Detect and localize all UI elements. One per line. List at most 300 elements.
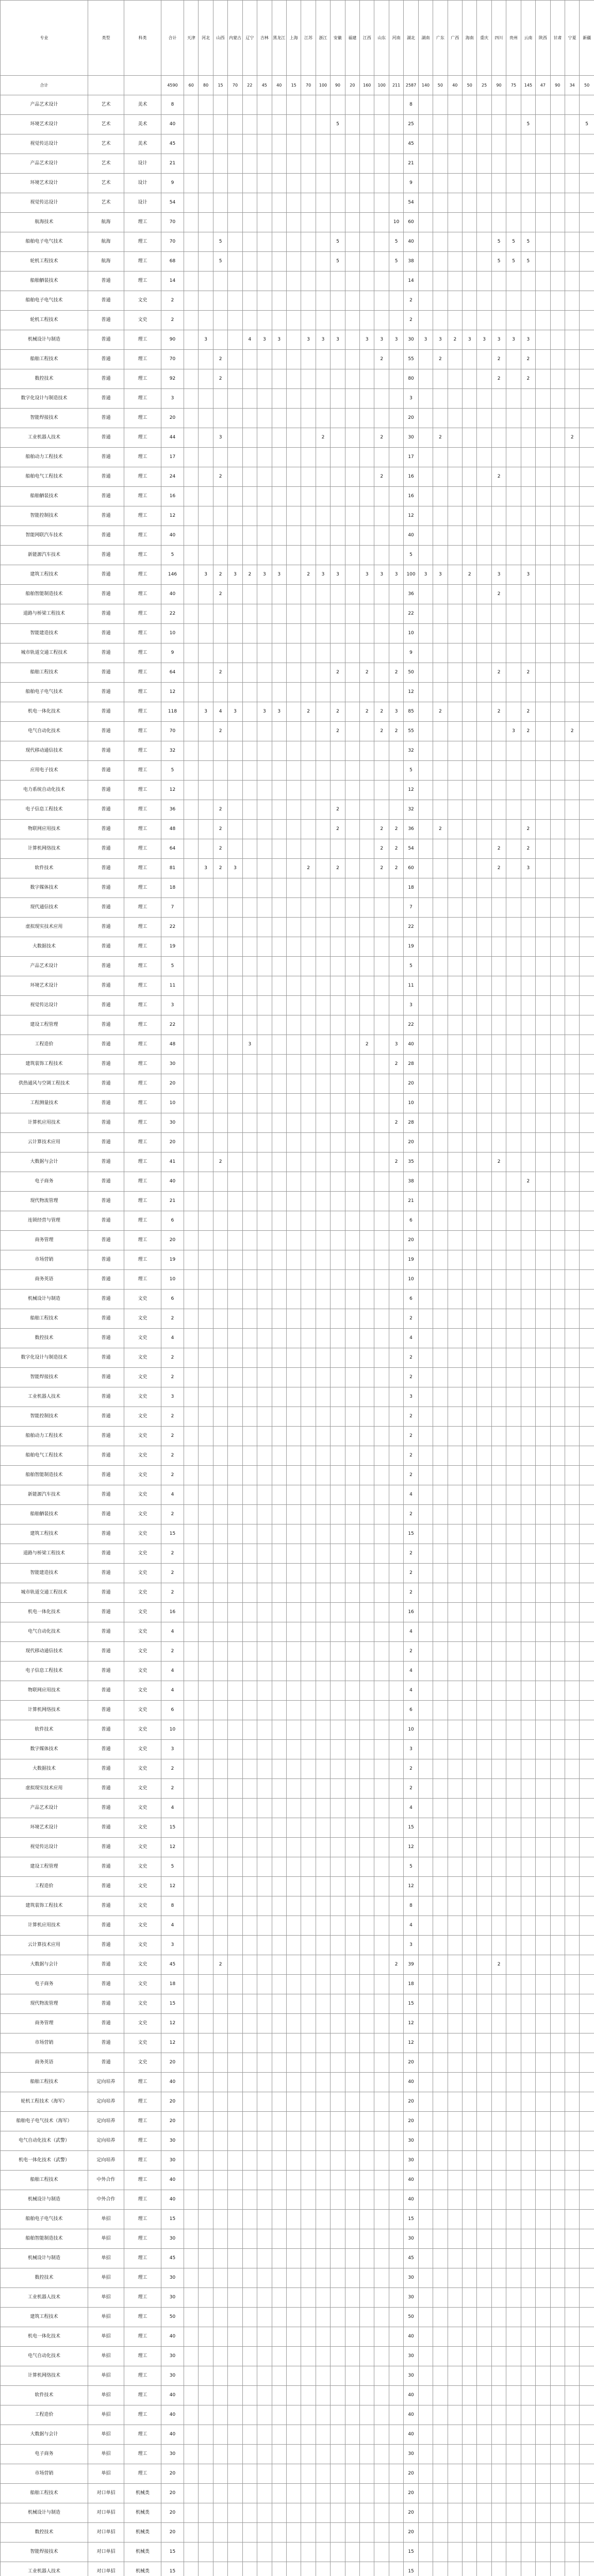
count-cell	[184, 272, 199, 291]
count-cell	[506, 800, 521, 820]
type-cell: 普通	[88, 1250, 124, 1270]
table-row	[1, 448, 594, 467]
count-cell	[257, 957, 272, 976]
category-cell: 理工	[124, 330, 161, 350]
count-cell	[536, 2347, 550, 2366]
count-cell	[331, 2445, 345, 2464]
count-cell	[477, 2112, 491, 2131]
count-cell	[228, 1270, 242, 1290]
count-cell	[184, 1838, 199, 1857]
category-cell: 文史	[124, 1799, 161, 1818]
count-cell	[374, 2092, 389, 2112]
count-cell	[286, 350, 301, 369]
count-cell	[580, 2249, 594, 2268]
count-cell	[345, 2171, 359, 2190]
count-cell	[316, 2288, 330, 2308]
count-cell	[550, 1074, 565, 1094]
count-cell	[199, 369, 213, 389]
count-cell	[272, 2543, 286, 2562]
count-cell	[550, 1015, 565, 1035]
count-cell	[228, 1427, 242, 1446]
count-cell	[199, 134, 213, 154]
count-cell	[580, 2386, 594, 2405]
count-cell	[242, 2053, 257, 2073]
count-cell	[272, 1192, 286, 1211]
count-cell	[257, 2190, 272, 2210]
count-cell	[228, 1485, 242, 1505]
count-cell	[506, 1055, 521, 1074]
total-cell: 160	[360, 76, 374, 95]
count-cell	[331, 389, 345, 409]
type-cell: 普通	[88, 1387, 124, 1407]
count-cell	[550, 1544, 565, 1564]
count-cell	[213, 761, 227, 781]
count-cell	[477, 1172, 491, 1192]
count-cell	[433, 1936, 448, 1955]
count-cell	[228, 1035, 242, 1055]
count-cell	[301, 1936, 316, 1955]
count-cell	[491, 291, 506, 311]
count-cell	[550, 820, 565, 839]
count-cell	[213, 2562, 227, 2576]
count-cell	[257, 1348, 272, 1368]
count-cell	[477, 820, 491, 839]
major-cell: 产品艺术设计	[1, 95, 88, 115]
count-cell	[418, 2073, 433, 2092]
count-cell	[184, 820, 199, 839]
count-cell	[184, 2092, 199, 2112]
count-cell	[580, 2484, 594, 2503]
count-cell: 16	[404, 487, 418, 506]
category-cell: 理工	[124, 565, 161, 585]
count-cell	[331, 1505, 345, 1524]
count-cell	[536, 115, 550, 134]
count-cell	[536, 2327, 550, 2347]
count-cell	[272, 1113, 286, 1133]
count-cell	[228, 1564, 242, 1583]
count-cell	[550, 1642, 565, 1662]
count-cell	[389, 1701, 403, 1720]
count-cell	[565, 1466, 579, 1485]
count-cell	[477, 2347, 491, 2366]
count-cell: 3	[161, 1740, 184, 1759]
count-cell	[448, 1583, 462, 1603]
column-header: 江西	[360, 1, 374, 76]
category-cell: 文史	[124, 1896, 161, 1916]
count-cell	[228, 878, 242, 898]
type-cell: 普通	[88, 565, 124, 585]
count-cell	[213, 1387, 227, 1407]
count-cell	[360, 213, 374, 232]
count-cell	[301, 1153, 316, 1172]
major-cell: 数字化设计与制造技术	[1, 389, 88, 409]
count-cell	[213, 624, 227, 643]
total-cell: 145	[521, 76, 535, 95]
category-cell: 理工	[124, 604, 161, 624]
count-cell	[257, 1329, 272, 1348]
major-cell: 视觉传达设计	[1, 193, 88, 213]
count-cell	[477, 1662, 491, 1681]
count-cell	[433, 1544, 448, 1564]
count-cell	[286, 1133, 301, 1153]
count-cell	[536, 1309, 550, 1329]
count-cell	[491, 1779, 506, 1799]
count-cell	[374, 389, 389, 409]
table-row	[1, 1407, 594, 1427]
table-row	[1, 193, 594, 213]
count-cell	[418, 604, 433, 624]
count-cell	[521, 95, 535, 115]
count-cell	[360, 1368, 374, 1387]
count-cell: 2	[374, 467, 389, 487]
table-row	[1, 2308, 594, 2327]
table-row	[1, 898, 594, 918]
count-cell	[433, 2073, 448, 2092]
count-cell	[272, 1387, 286, 1407]
count-cell	[491, 781, 506, 800]
type-cell: 普通	[88, 1407, 124, 1427]
count-cell	[199, 800, 213, 820]
count-cell	[448, 506, 462, 526]
count-cell	[580, 1857, 594, 1877]
count-cell	[448, 1270, 462, 1290]
major-cell: 船舶工程技术	[1, 663, 88, 683]
type-cell: 单招	[88, 2347, 124, 2366]
count-cell	[433, 487, 448, 506]
count-cell	[228, 2092, 242, 2112]
category-cell: 理工	[124, 2229, 161, 2249]
count-cell	[360, 1466, 374, 1485]
major-cell: 智能焊接技术	[1, 409, 88, 428]
count-cell	[374, 2053, 389, 2073]
count-cell: 5	[389, 252, 403, 272]
count-cell	[491, 2405, 506, 2425]
count-cell	[389, 1172, 403, 1192]
count-cell	[389, 1270, 403, 1290]
count-cell	[345, 2131, 359, 2151]
count-cell	[286, 2053, 301, 2073]
count-cell: 20	[161, 1133, 184, 1153]
count-cell	[565, 2464, 579, 2484]
count-cell	[448, 918, 462, 937]
type-cell: 航海	[88, 232, 124, 252]
count-cell	[536, 330, 550, 350]
count-cell: 54	[404, 193, 418, 213]
count-cell	[228, 976, 242, 996]
table-row	[1, 1720, 594, 1740]
count-cell	[272, 2308, 286, 2327]
count-cell	[272, 2053, 286, 2073]
count-cell	[418, 1231, 433, 1250]
count-cell	[345, 722, 359, 741]
count-cell	[448, 2053, 462, 2073]
count-cell: 36	[404, 585, 418, 604]
count-cell: 10	[404, 624, 418, 643]
count-cell	[272, 741, 286, 761]
major-cell: 船舶智能制造技术	[1, 2229, 88, 2249]
count-cell	[272, 1427, 286, 1446]
count-cell	[228, 1231, 242, 1250]
count-cell: 8	[404, 95, 418, 115]
count-cell	[184, 878, 199, 898]
count-cell	[389, 2053, 403, 2073]
count-cell	[389, 1015, 403, 1035]
count-cell	[301, 604, 316, 624]
count-cell	[433, 624, 448, 643]
count-cell	[184, 95, 199, 115]
count-cell	[286, 193, 301, 213]
count-cell	[521, 2523, 535, 2543]
count-cell	[418, 389, 433, 409]
count-cell	[228, 1642, 242, 1662]
type-cell: 普通	[88, 1701, 124, 1720]
count-cell	[374, 506, 389, 526]
count-cell	[242, 1916, 257, 1936]
count-cell	[199, 1838, 213, 1857]
table-row	[1, 2112, 594, 2131]
count-cell	[389, 1564, 403, 1583]
major-cell: 道路与桥梁工程技术	[1, 1544, 88, 1564]
count-cell	[550, 1231, 565, 1250]
count-cell	[491, 643, 506, 663]
count-cell	[374, 683, 389, 702]
count-cell	[360, 1133, 374, 1153]
count-cell	[433, 604, 448, 624]
count-cell	[272, 350, 286, 369]
count-cell	[316, 2249, 330, 2268]
count-cell: 32	[404, 741, 418, 761]
count-cell	[521, 2425, 535, 2445]
count-cell	[184, 467, 199, 487]
count-cell	[477, 643, 491, 663]
count-cell	[418, 213, 433, 232]
count-cell	[184, 2190, 199, 2210]
count-cell	[418, 1622, 433, 1642]
count-cell	[374, 546, 389, 565]
type-cell: 普通	[88, 1348, 124, 1368]
count-cell	[213, 409, 227, 428]
table-row	[1, 311, 594, 330]
count-cell	[272, 448, 286, 467]
count-cell	[228, 174, 242, 193]
count-cell	[286, 1681, 301, 1701]
count-cell	[433, 369, 448, 389]
type-cell: 普通	[88, 1896, 124, 1916]
count-cell	[536, 291, 550, 311]
count-cell	[565, 1916, 579, 1936]
category-cell: 理工	[124, 2445, 161, 2464]
count-cell	[418, 2210, 433, 2229]
count-cell: 5	[161, 546, 184, 565]
count-cell	[257, 2229, 272, 2249]
count-cell	[389, 1838, 403, 1857]
count-cell	[463, 2543, 477, 2562]
count-cell	[331, 1094, 345, 1113]
count-cell	[286, 683, 301, 702]
count-cell	[433, 878, 448, 898]
count-cell: 3	[257, 702, 272, 722]
count-cell	[301, 467, 316, 487]
count-cell	[374, 2014, 389, 2033]
count-cell: 2	[491, 467, 506, 487]
major-cell: 工程造价	[1, 2405, 88, 2425]
count-cell	[463, 2073, 477, 2092]
count-cell	[580, 1427, 594, 1446]
count-cell	[491, 604, 506, 624]
count-cell	[331, 604, 345, 624]
count-cell	[491, 741, 506, 761]
count-cell	[433, 1348, 448, 1368]
count-cell	[213, 1720, 227, 1740]
count-cell: 36	[404, 820, 418, 839]
column-header: 山西	[213, 1, 227, 76]
count-cell	[506, 957, 521, 976]
major-cell: 轮机工程技术	[1, 252, 88, 272]
count-cell	[199, 1857, 213, 1877]
count-cell	[521, 2033, 535, 2053]
type-cell: 对口单招	[88, 2523, 124, 2543]
count-cell: 2	[389, 839, 403, 859]
count-cell	[521, 2308, 535, 2327]
count-cell	[491, 1857, 506, 1877]
count-cell	[580, 2445, 594, 2464]
count-cell: 2	[404, 1407, 418, 1427]
count-cell: 5	[331, 252, 345, 272]
count-cell	[491, 2484, 506, 2503]
count-cell: 3	[374, 565, 389, 585]
count-cell	[374, 115, 389, 134]
count-cell	[521, 1681, 535, 1701]
count-cell	[448, 2073, 462, 2092]
count-cell	[272, 1759, 286, 1779]
count-cell	[199, 1290, 213, 1309]
count-cell	[360, 1074, 374, 1094]
count-cell	[286, 134, 301, 154]
count-cell	[286, 1524, 301, 1544]
count-cell	[506, 1329, 521, 1348]
count-cell	[286, 976, 301, 996]
count-cell	[360, 1270, 374, 1290]
count-cell	[184, 448, 199, 467]
major-cell: 环境艺术设计	[1, 115, 88, 134]
count-cell	[477, 1290, 491, 1309]
count-cell	[433, 1701, 448, 1720]
count-cell	[374, 2151, 389, 2171]
type-cell: 普通	[88, 1857, 124, 1877]
count-cell	[257, 1857, 272, 1877]
count-cell	[184, 624, 199, 643]
count-cell	[418, 506, 433, 526]
count-cell	[331, 1544, 345, 1564]
count-cell	[228, 2405, 242, 2425]
count-cell	[316, 702, 330, 722]
count-cell	[301, 2171, 316, 2190]
count-cell	[374, 1936, 389, 1955]
count-cell	[242, 2386, 257, 2405]
count-cell	[272, 2268, 286, 2288]
count-cell: 2	[213, 585, 227, 604]
count-cell	[199, 1622, 213, 1642]
count-cell: 2	[213, 369, 227, 389]
count-cell	[257, 1231, 272, 1250]
count-cell	[565, 1427, 579, 1446]
count-cell	[389, 409, 403, 428]
count-cell	[506, 1446, 521, 1466]
count-cell	[418, 1896, 433, 1916]
count-cell	[360, 918, 374, 937]
count-cell	[286, 898, 301, 918]
count-cell	[536, 154, 550, 174]
count-cell	[374, 2484, 389, 2503]
count-cell	[213, 134, 227, 154]
count-cell	[536, 1936, 550, 1955]
table-row	[1, 761, 594, 781]
count-cell	[257, 232, 272, 252]
count-cell	[565, 2484, 579, 2503]
count-cell	[316, 1015, 330, 1035]
count-cell	[213, 1055, 227, 1074]
major-cell: 智能焊接技术	[1, 2543, 88, 2562]
count-cell	[536, 1348, 550, 1368]
count-cell	[301, 2523, 316, 2543]
type-cell: 普通	[88, 1759, 124, 1779]
count-cell	[491, 878, 506, 898]
count-cell	[257, 1896, 272, 1916]
type-cell: 定向培养	[88, 2092, 124, 2112]
total-cell: 40	[272, 76, 286, 95]
count-cell	[345, 291, 359, 311]
count-cell	[345, 389, 359, 409]
count-cell	[536, 1172, 550, 1192]
count-cell	[477, 213, 491, 232]
count-cell	[565, 2445, 579, 2464]
count-cell	[433, 1955, 448, 1975]
count-cell	[301, 1290, 316, 1309]
count-cell	[301, 1035, 316, 1055]
table-row	[1, 1740, 594, 1759]
count-cell	[565, 937, 579, 957]
count-cell	[565, 2229, 579, 2249]
major-cell: 机械设计与制造	[1, 1290, 88, 1309]
count-cell	[272, 1818, 286, 1838]
count-cell	[316, 2425, 330, 2445]
count-cell	[506, 174, 521, 193]
count-cell	[433, 2210, 448, 2229]
count-cell	[228, 448, 242, 467]
count-cell	[448, 1642, 462, 1662]
count-cell	[199, 585, 213, 604]
count-cell	[506, 154, 521, 174]
count-cell	[257, 1818, 272, 1838]
category-cell: 理工	[124, 585, 161, 604]
count-cell: 16	[161, 1603, 184, 1622]
count-cell	[286, 546, 301, 565]
count-cell: 30	[404, 2131, 418, 2151]
table-row	[1, 1916, 594, 1936]
count-cell	[242, 800, 257, 820]
count-cell: 50	[161, 2308, 184, 2327]
count-cell	[331, 976, 345, 996]
count-cell	[433, 213, 448, 232]
count-cell	[550, 1113, 565, 1133]
count-cell	[506, 1975, 521, 1994]
count-cell	[536, 2033, 550, 2053]
count-cell	[316, 2445, 330, 2464]
count-cell	[565, 918, 579, 937]
count-cell	[506, 1857, 521, 1877]
column-header: 甘肃	[550, 1, 565, 76]
count-cell	[491, 174, 506, 193]
